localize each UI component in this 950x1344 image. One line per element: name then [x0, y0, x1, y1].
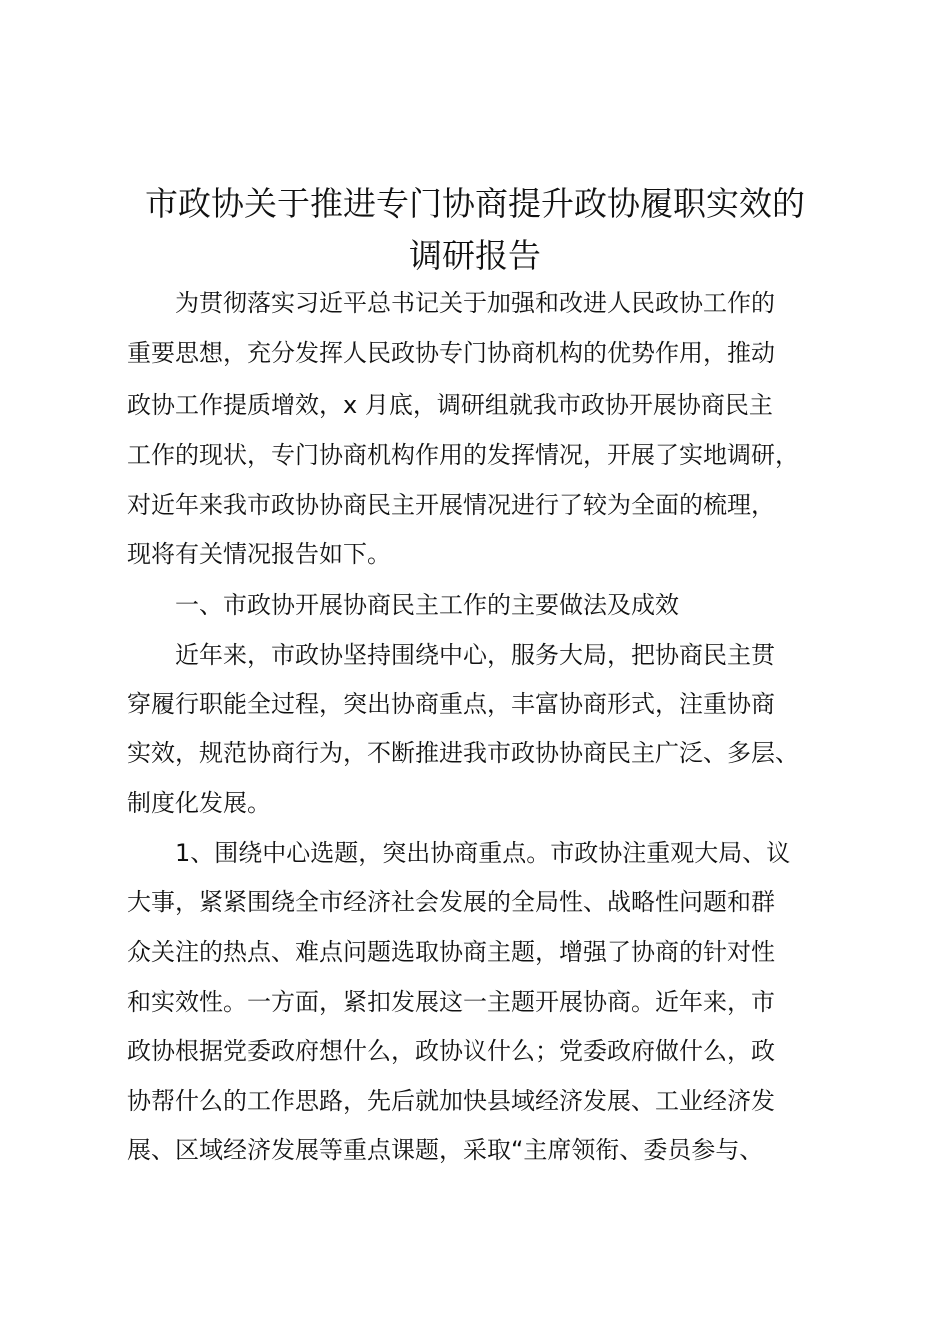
- body-line: 穿履行职能全过程，突出协商重点，丰富协商形式，注重协商: [127, 690, 775, 718]
- body-line: 政协根据党委政府想什么，政协议什么；党委政府做什么，政: [127, 1037, 775, 1065]
- document-title-line-1: 市政协关于推进专门协商提升政协履职实效的: [145, 184, 805, 223]
- body-line: 工作的现状，专门协商机构作用的发挥情况，开展了实地调研，: [127, 441, 799, 469]
- body-line: 协帮什么的工作思路，先后就加快县域经济发展、工业经济发: [127, 1087, 775, 1115]
- body-line: 众关注的热点、难点问题选取协商主题，增强了协商的针对性: [127, 938, 775, 966]
- body-line: 实效，规范协商行为，不断推进我市政协协商民主广泛、多层、: [127, 739, 799, 767]
- body-line: 制度化发展。: [127, 789, 271, 817]
- body-line: 大事，紧紧围绕全市经济社会发展的全局性、战略性问题和群: [127, 888, 775, 916]
- section-heading: 一、市政协开展协商民主工作的主要做法及成效: [175, 591, 679, 619]
- body-line: 重要思想，充分发挥人民政协专门协商机构的优势作用，推动: [127, 339, 775, 367]
- body-line: 和实效性。一方面，紧扣发展这一主题开展协商。近年来，市: [127, 988, 775, 1016]
- body-line: 近年来，市政协坚持围绕中心，服务大局，把协商民主贯: [175, 641, 775, 669]
- body-line: 展、区域经济发展等重点课题，采取“主席领衔、委员参与、: [127, 1136, 764, 1164]
- body-line: 为贯彻落实习近平总书记关于加强和改进人民政协工作的: [175, 289, 775, 317]
- body-line: 政协工作提质增效，x 月底，调研组就我市政协开展协商民主: [127, 391, 773, 419]
- body-line: 现将有关情况报告如下。: [127, 540, 391, 568]
- document-title-line-2: 调研报告: [409, 236, 541, 275]
- body-line: 1、围绕中心选题，突出协商重点。市政协注重观大局、议: [175, 839, 791, 867]
- body-line: 对近年来我市政协协商民主开展情况进行了较为全面的梳理，: [127, 491, 775, 519]
